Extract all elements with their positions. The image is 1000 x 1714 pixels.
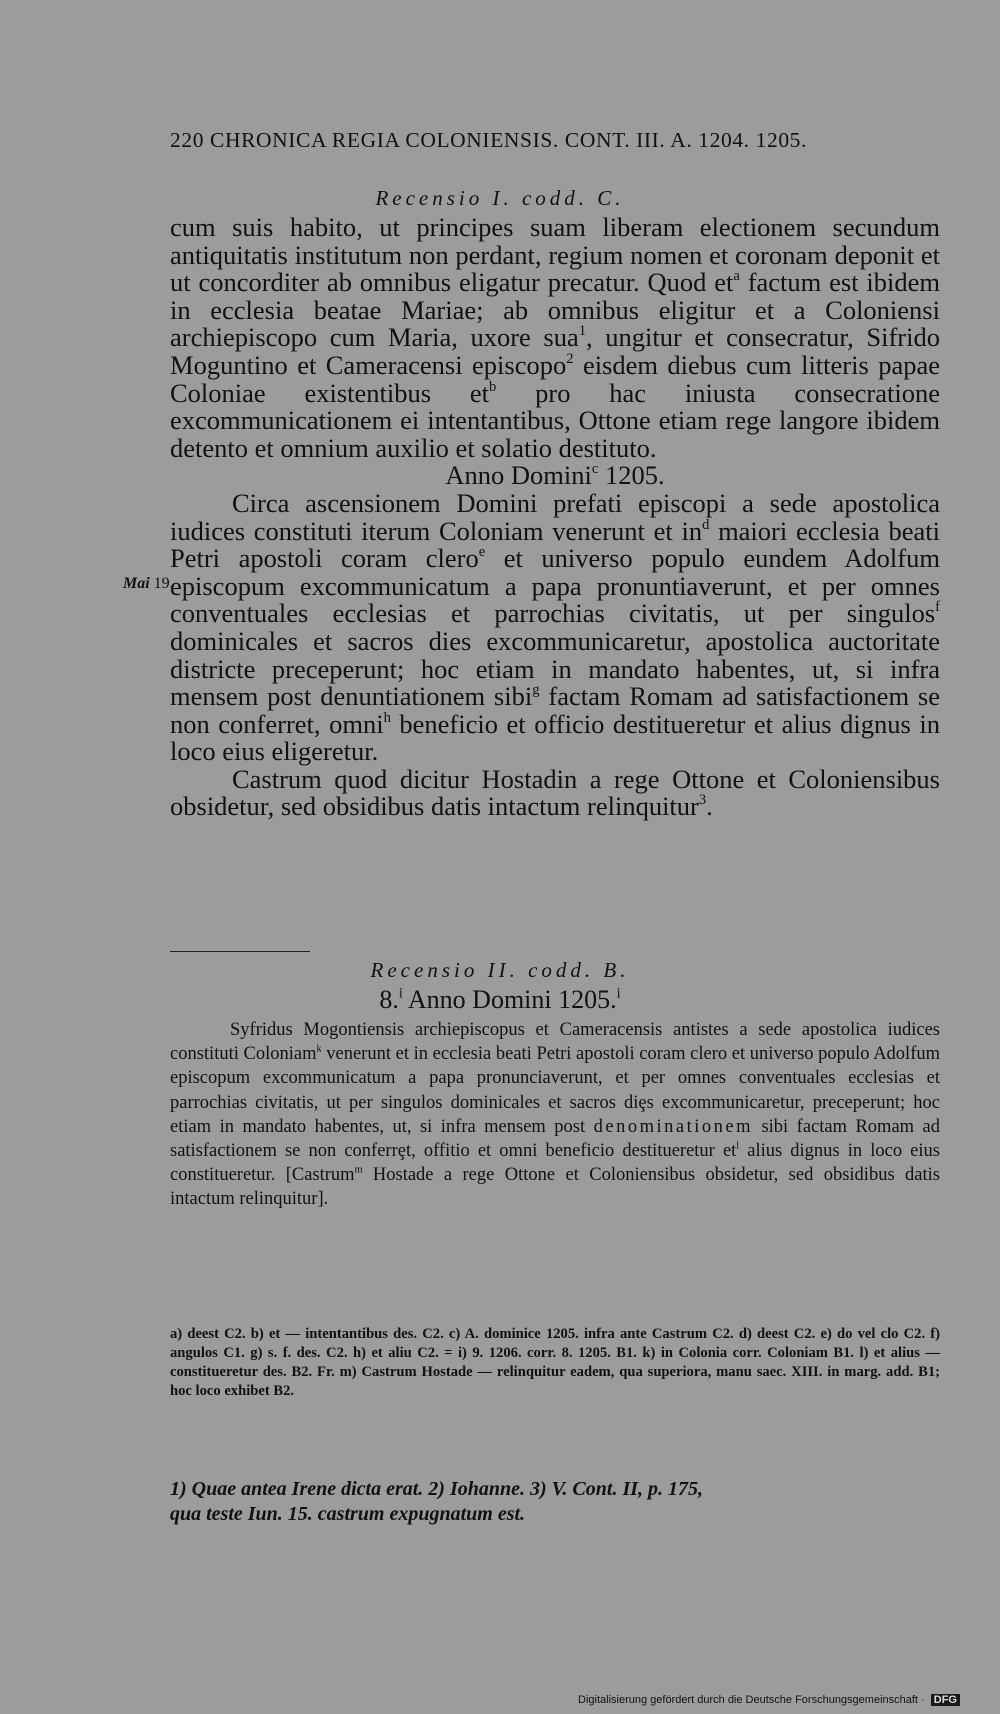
- note-mark: k: [316, 1043, 322, 1055]
- note-mark: i: [398, 985, 403, 1002]
- note-mark: m: [354, 1164, 363, 1176]
- recensio-2-title: 8.$^i$ Anno Domini 1205.$^i$: [379, 985, 621, 1014]
- dfg-logo: DFG: [931, 1694, 960, 1706]
- footnotes: 1) Quae antea Irene dicta erat. 2) Iohanne. 3) V. Cont. II, p. 175, qua teste Iun. 15. castrum expugnatum est.: [170, 1478, 704, 1525]
- paragraph-3: Castrum quod dicitur Hostadin a rege Ottone et Coloniensibus obsidetur, sed obsidibus datis intactum relinquitur$^3$.: [170, 763, 940, 822]
- year-heading: Anno Domini$^c$ 1205.: [445, 460, 665, 491]
- note-mark: l: [736, 1140, 740, 1152]
- recensio-2-text: [170, 1018, 940, 1212]
- section-divider: [170, 951, 310, 952]
- paragraph-1: cum suis habito, ut principes suam liberam electionem secundum antiquitatis institutum non perdant, regium nomen et coronam deponit et ut concorditer ab omnibus eligatur precatur. Quod $et^a$ factum est ibidem in ecclesia beatae Mariae; ab omnibus eligitur et a Coloniensi archiepiscopo cum Maria, uxore sua$^1$, ungitur et consecratur, Sifrido Moguntino et Cameracensi episcopo$^2$ eisdem diebus cum litteris papae Coloniae existentibus $et^b$ pro hac iniusta consecratione excommunicationem ei intentantibus, Ottone etiam rege langore ibidem detento et omnium auxilio et solatio destituto.: [170, 212, 940, 463]
- footnote-mark: 2: [566, 351, 574, 368]
- note-mark: c: [591, 461, 599, 478]
- note-mark: h: [383, 709, 391, 726]
- note-mark: a: [733, 268, 740, 285]
- recensio-2-heading: Recensio II. codd. B.: [370, 958, 630, 982]
- recensio-1-text: [170, 214, 940, 821]
- digitization-credit: Digitalisierung gefördert durch die Deutsche Forschungsgemeinschaft · DFG: [578, 1694, 960, 1706]
- margin-date: Mai 19.: [123, 575, 174, 592]
- paragraph-recensio-2: Syfridus Mogontiensis archiepiscopus et Cameracensis antistes a sede apostolica iudices constituti Coloniam$^k$ venerunt et in ecclesia beati Petri apostoli coram clero et universo populo Adolfum episcopum excommunicatum a papa pronunciaverunt, et per omnes conventuales ecclesias et parrochias civitatis, ut per singulos dominicales et sacros diȩs excommunicaretur, preceperunt; hoc etiam in mandato habentes, ut, si infra mensem post denominationem sibi factam Romam ad satisfactionem se non conferrȩt, offitio et omni beneficio destitueretur $et^l$ alius dignus in loco eius constitueretur. [Castrum$^m$ Hostade a rege Ottone et Coloniensibus obsidetur, sed obsidibus datis intactum relinquitur].: [170, 1020, 940, 1210]
- running-header: 220 CHRONICA REGIA COLONIENSIS. CONT. III. A. 1204. 1205.: [170, 128, 807, 152]
- recensio-1-heading: Recensio I. codd. C.: [375, 186, 625, 210]
- note-mark: e: [478, 544, 486, 561]
- note-mark: b: [489, 378, 497, 395]
- note-mark: d: [702, 516, 710, 533]
- footnote-mark: 1: [578, 323, 587, 340]
- note-mark: g: [532, 682, 540, 699]
- critical-apparatus: a) deest C2. b) et — intentantibus des. C2. c) A. dominice 1205. infra ante Castrum C2. d) deest C2. e) do vel clo C2. f) angulos C1. g) s. f. des. C2. h) et aliu C2. = i) 9. 1206. corr. 8. 1205. B1. k) in Colonia corr. Coloniam B1. l) et alius — constitueretur des. B2. Fr. m) Castrum Hostade — relinquitur eadem, qua superiora, manu saec. XIII. in marg. add. B1; hoc loco exhibet B2.: [170, 1326, 940, 1399]
- footnote-mark: 3: [698, 792, 707, 809]
- note-mark: i: [616, 985, 621, 1002]
- note-mark: f: [935, 599, 940, 616]
- paragraph-2: Circa ascensionem Domini prefati episcopi a sede apostolica iudices constituti iterum Coloniam venerunt et $in^d$ maiori ecclesia beati Petri apostoli coram clero$^e$ et universo populo eundem Adolfum episcopum excommunicatum a papa pronuntiaverunt, et per omnes conventuales ecclesias et parrochias civitatis, ut per singulos$^f$ dominicales et sacros dies excommunicaretur, apostolica auctoritate districte preceperunt; hoc etiam in mandato habentes, ut, si infra mensem post denuntiationem sibi$^g$ factam Romam ad satisfactionem se non conferret, omni$^h$ beneficio et officio destitueretur et alius dignus in loco eius eligeretur.: [170, 487, 941, 767]
